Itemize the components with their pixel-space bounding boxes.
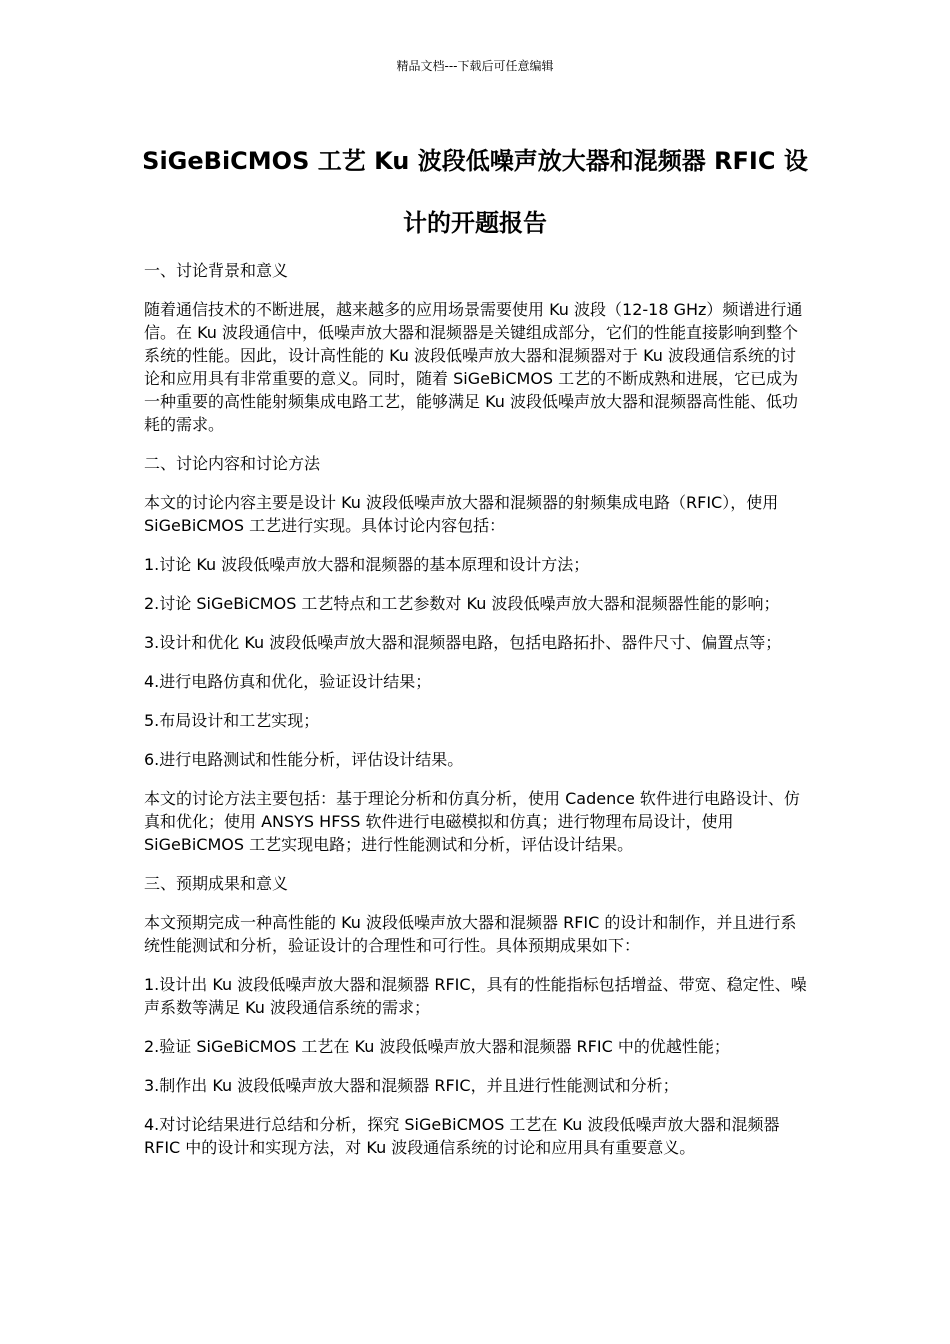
content-list-item: 1.讨论 Ku 波段低噪声放大器和混频器的基本原理和设计方法； (144, 555, 590, 574)
document-title: SiGeBiCMOS 工艺 Ku 波段低噪声放大器和混频器 RFIC 设计的开题报告 (142, 147, 808, 237)
method-paragraph: 本文的讨论方法主要包括：基于理论分析和仿真分析，使用 Cadence 软件进行电路设计、仿真和优化；使用 ANSYS HFSS 软件进行电磁模拟和仿真；进行物理布局设计，使用 SiGeBiCMOS 工艺实现电路；进行性能测试和分析，评估设计结果。 (144, 789, 800, 854)
results-list-item: 3.制作出 Ku 波段低噪声放大器和混频器 RFIC，并且进行性能测试和分析； (144, 1076, 679, 1095)
content-list-item: 5.布局设计和工艺实现； (144, 711, 320, 730)
content-list-item: 3.设计和优化 Ku 波段低噪声放大器和混频器电路，包括电路拓扑、器件尺寸、偏置点等； (144, 633, 782, 652)
document-body (144, 259, 812, 1175)
results-list-item: 4.对讨论结果进行总结和分析，探究 SiGeBiCMOS 工艺在 Ku 波段低噪声放大器和混频器 RFIC 中的设计和实现方法，对 Ku 波段通信系统的讨论和应用具有重要意义。 (144, 1115, 780, 1157)
results-intro-paragraph: 本文预期完成一种高性能的 Ku 波段低噪声放大器和混频器 RFIC 的设计和制作，并且进行系统性能测试和分析，验证设计的合理性和可行性。具体预期成果如下： (144, 913, 797, 955)
results-list-item: 1.设计出 Ku 波段低噪声放大器和混频器 RFIC，具有的性能指标包括增益、带宽、稳定性、噪声系数等满足 Ku 波段通信系统的需求； (144, 975, 807, 1017)
section-heading-background: 一、讨论背景和意义 (144, 261, 289, 280)
background-paragraph: 随着通信技术的不断进展，越来越多的应用场景需要使用 Ku 波段（12-18 GHz）频谱进行通信。在 Ku 波段通信中，低噪声放大器和混频器是关键组成部分，它们的性能直接影响到整个系统的性能。因此，设计高性能的 Ku 波段低噪声放大器和混频器对于 Ku 波段通信系统的讨论和应用具有非常重要的意义。同时，随着 SiGeBiCMOS 工艺的不断成熟和进展，它已成为一种重要的高性能射频集成电路工艺，能够满足 Ku 波段低噪声放大器和混频器高性能、低功耗的需求。 (144, 300, 803, 434)
content-intro-paragraph: 本文的讨论内容主要是设计 Ku 波段低噪声放大器和混频器的射频集成电路（RFIC），使用 SiGeBiCMOS 工艺进行实现。具体讨论内容包括： (144, 493, 779, 535)
content-list-item: 6.进行电路测试和性能分析，评估设计结果。 (144, 750, 464, 769)
section-heading-expected-results: 三、预期成果和意义 (144, 874, 289, 893)
content-list-item: 2.讨论 SiGeBiCMOS 工艺特点和工艺参数对 Ku 波段低噪声放大器和混频器性能的影响； (144, 594, 780, 613)
content-list-item: 4.进行电路仿真和优化，验证设计结果； (144, 672, 432, 691)
results-list-item: 2.验证 SiGeBiCMOS 工艺在 Ku 波段低噪声放大器和混频器 RFIC 中的优越性能； (144, 1037, 730, 1056)
page-header-note: 精品文档---下载后可任意编辑 (396, 59, 554, 73)
section-heading-content-method: 二、讨论内容和讨论方法 (144, 454, 321, 473)
